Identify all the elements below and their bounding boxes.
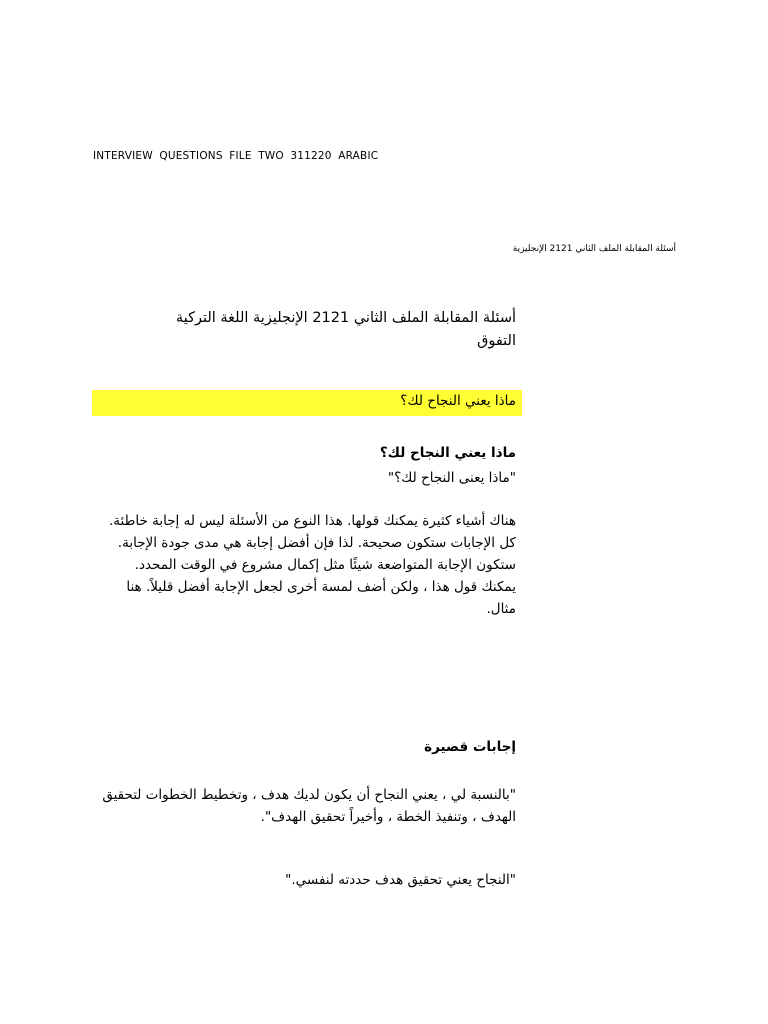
- english-header: INTERVIEW QUESTIONS FILE TWO 311220 ARABIC: [93, 150, 379, 162]
- short-answer-1: "بالنسبة لي ، يعني النجاح أن يكون لديك هدف ، وتخطيط الخطوات لتحقيق الهدف ، وتنفيذ الخطة ، وأخيراً تحقيق الهدف".: [102, 787, 516, 825]
- main-title: أسئلة المقابلة الملف الثاني 2121 الإنجليزية اللغة التركية التفوق: [175, 310, 516, 349]
- arabic-small-header: أسئلة المقابلة الملف الثاني 2121 الإنجليزية: [512, 244, 676, 254]
- short-answers-heading: إجابات قصيرة: [424, 739, 516, 755]
- answer-paragraph: هناك أشياء كثيرة يمكنك قولها. هذا النوع من الأسئلة ليس له إجابة خاطئة. كل الإجابات ستكون صحيحة. لذا فإن أفضل إجابة هي مدى جودة الإجابة. ستكون الإجابة المتواضعة شيئًا مثل إكمال مشروع في الوقت المحدد. يمكنك قول هذا ، ولكن أضف لمسة أخرى لجعل الإجابة أفضل قليلاً. هنا مثال.: [109, 513, 516, 617]
- question-heading: ماذا يعني النجاح لك؟: [379, 445, 516, 461]
- highlighted-question: ماذا يعني النجاح لك؟: [400, 393, 516, 409]
- question-quoted: "ماذا يعنى النجاح لك؟": [387, 470, 516, 486]
- short-answer-2: "النجاح يعني تحقيق هدف حددته لنفسي.": [285, 872, 516, 888]
